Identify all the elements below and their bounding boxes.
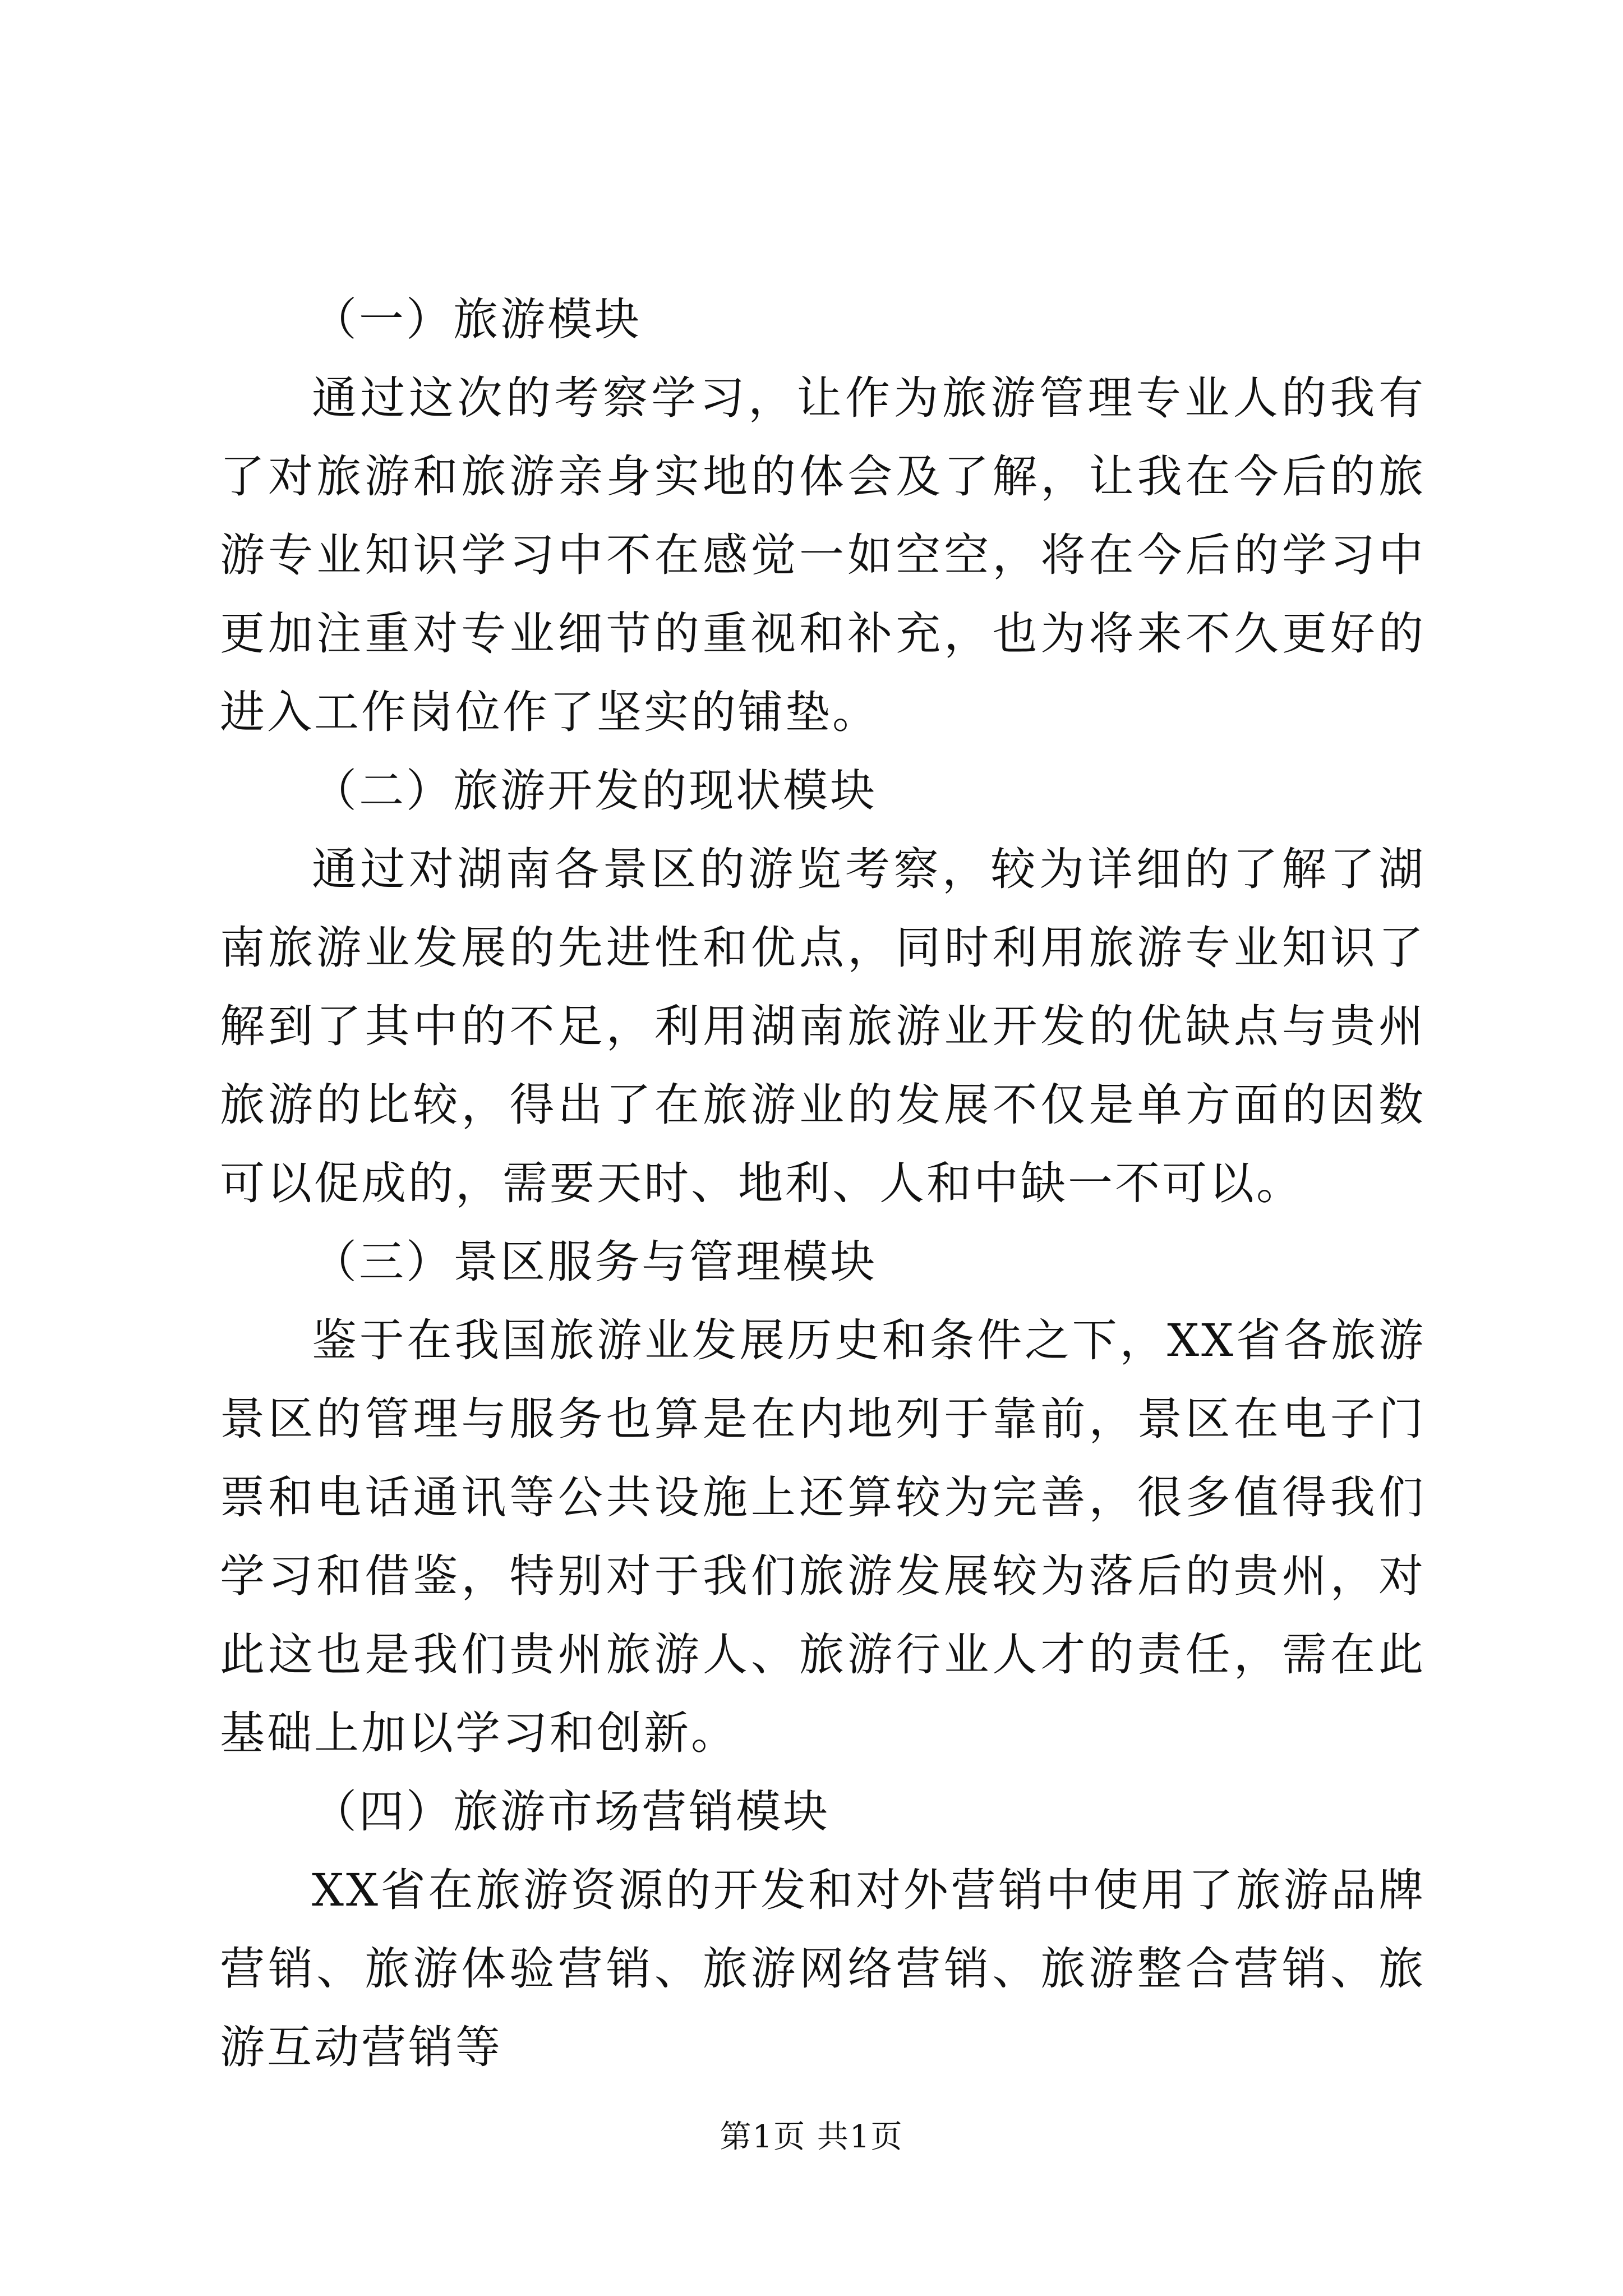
section-paragraph-4: XX省在旅游资源的开发和对外营销中使用了旅游品牌营销、旅游体验营销、旅游网络营销、旅游整合营销、旅游互动营销等 <box>220 1864 1426 2073</box>
document-body <box>220 280 1426 2087</box>
section-heading-4: （四）旅游市场营销模块 <box>312 1786 830 1838</box>
section-heading-3: （三）景区服务与管理模块 <box>312 1236 877 1288</box>
section-paragraph-3: 鉴于在我国旅游业发展历史和条件之下，XX省各旅游景区的管理与服务也算是在内地列于靠前，景区在电子门票和电话通讯等公共设施上还算较为完善，很多值得我们学习和借鉴，特别对于我们旅游发展较为落后的贵州，对此这也是我们贵州旅游人、旅游行业人才的责任，需在此基础上加以学习和创新。 <box>220 1314 1426 1759</box>
section-paragraph-1: 通过这次的考察学习，让作为旅游管理专业人的我有了对旅游和旅游亲身实地的体会及了解，让我在今后的旅游专业知识学习中不在感觉一如空空，将在今后的学习中更加注重对专业细节的重视和补充，也为将来不久更好的进入工作岗位作了坚实的铺垫。 <box>220 372 1426 738</box>
section-paragraph-2: 通过对湖南各景区的游览考察，较为详细的了解了湖南旅游业发展的先进性和优点，同时利用旅游专业知识了解到了其中的不足，利用湖南旅游业开发的优缺点与贵州旅游的比较，得出了在旅游业的发展不仅是单方面的因数可以促成的，需要天时、地利、人和中缺一不可以。 <box>220 843 1426 1209</box>
section-heading-1: （一）旅游模块 <box>312 293 642 346</box>
section-heading-2: （二）旅游开发的现状模块 <box>312 765 877 817</box>
page-number-footer: 第1页 共1页 <box>720 2119 903 2155</box>
